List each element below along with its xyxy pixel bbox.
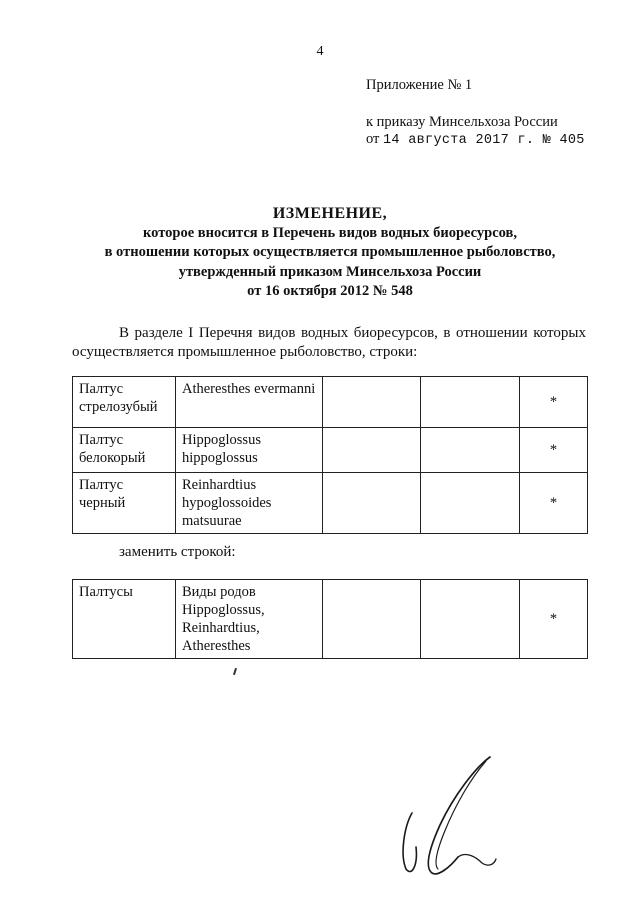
species-table-old [72, 376, 588, 534]
asterisk-mark-cell: * [520, 377, 588, 428]
empty-cell [323, 428, 421, 473]
species-latin-cell: Atheresthes evermanni [176, 377, 323, 428]
table-row [73, 428, 588, 473]
appendix-order-date [366, 130, 585, 150]
species-name-cell: Палтус черный [73, 473, 176, 534]
species-name-cell: Палтусы [73, 580, 176, 659]
table-row [73, 473, 588, 534]
species-latin-cell: Виды родов Hippoglossus, Reinhardtius, Atheresthes [176, 580, 323, 659]
asterisk-mark-cell: * [520, 428, 588, 473]
typed-date-number: 14 августа 2017 г. № 405 [383, 133, 585, 148]
species-latin-cell: Hippoglossus hippoglossus [176, 428, 323, 473]
document-heading [60, 204, 600, 302]
empty-cell [421, 473, 520, 534]
empty-cell [323, 377, 421, 428]
page-number: 4 [316, 44, 324, 59]
intro-paragraph: В разделе I Перечня видов водных биоресурсов, в отношении которых осуществляется промышленное рыболовство, строки: [72, 325, 586, 360]
appendix-order-reference: к приказу Минсельхоза России [366, 114, 558, 130]
heading-line: утвержденный приказом Минсельхоза России [178, 263, 482, 280]
species-table-new [72, 579, 588, 659]
empty-cell [323, 473, 421, 534]
asterisk-mark-cell: * [520, 473, 588, 534]
asterisk-mark-cell: * [520, 580, 588, 659]
appendix-title: Приложение № 1 [366, 77, 473, 93]
replace-paragraph: заменить строкой: [119, 544, 236, 560]
heading-line: в отношении которых осуществляется промышленное рыболовство, [104, 244, 556, 260]
table-row [73, 580, 588, 659]
empty-cell [421, 580, 520, 659]
table-row [73, 377, 588, 428]
heading-line: которое вносится в Перечень видов водных биоресурсов, [143, 224, 517, 241]
empty-cell [421, 377, 520, 428]
empty-cell [421, 428, 520, 473]
species-name-cell: Палтус стрелозубый [73, 377, 176, 428]
heading-main: ИЗМЕНЕНИЕ, [272, 205, 388, 222]
species-name-cell: Палтус белокорый [73, 428, 176, 473]
handwritten-signature [398, 755, 498, 880]
species-latin-cell: Reinhardtius hypoglossoides matsuurae [176, 473, 323, 534]
stray-pen-mark [233, 668, 237, 675]
empty-cell [323, 580, 421, 659]
date-prefix: от [366, 131, 380, 147]
heading-line: от 16 октября 2012 № 548 [247, 283, 413, 299]
